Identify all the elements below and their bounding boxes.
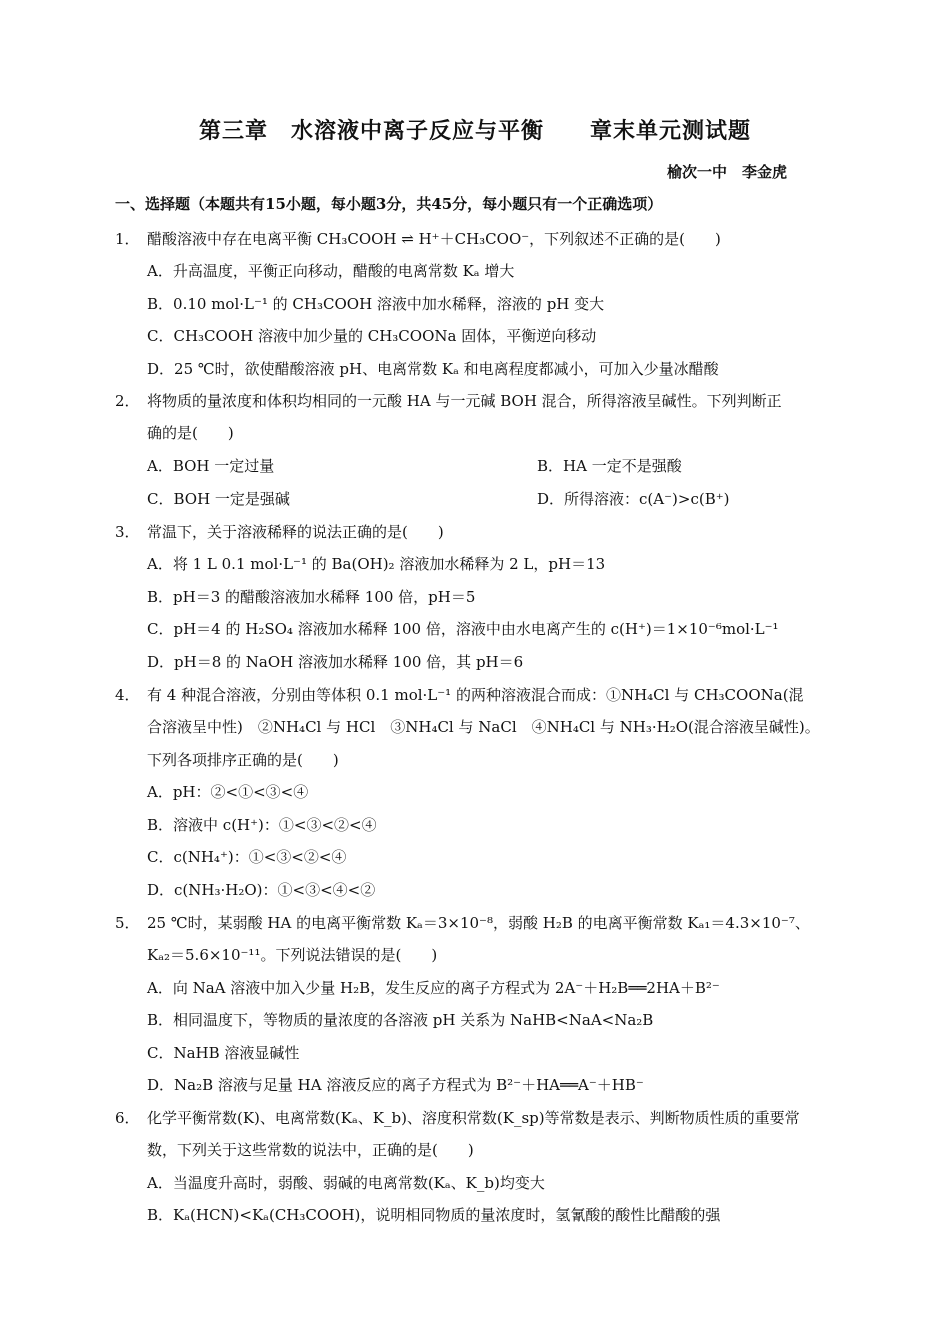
- option-a: A．BOH 一定过量: [147, 457, 275, 475]
- option-c: C．c(NH₄⁺)：①<③<②<④: [147, 848, 347, 866]
- question-text: 有 4 种混合溶液，分别由等体积 0.1 mol·L⁻¹ 的两种溶液混合而成：①NH₄Cl 与 CH₃COONa(混: [147, 686, 804, 704]
- option-a: A．升高温度，平衡正向移动，醋酸的电离常数 Kₐ 增大: [147, 262, 515, 280]
- section-heading: 一、选择题（本题共有15小题，每小题3分，共45分，每小题只有一个正确选项）: [115, 195, 663, 213]
- question-text: 数，下列关于这些常数的说法中，正确的是( ): [147, 1141, 474, 1159]
- page-title: 第三章 水溶液中离子反应与平衡 章末单元测试题: [198, 118, 751, 144]
- option-c: C．BOH 一定是强碱: [147, 490, 290, 508]
- option-b: B．相同温度下，等物质的量浓度的各溶液 pH 关系为 NaHB<NaA<Na₂B: [147, 1011, 654, 1029]
- option-c: C．CH₃COOH 溶液中加少量的 CH₃COONa 固体，平衡逆向移动: [147, 327, 597, 345]
- question-text: 下列各项排序正确的是( ): [147, 751, 339, 769]
- option-d: D．25 ℃时，欲使醋酸溶液 pH、电离常数 Kₐ 和电离程度都减小，可加入少量冰醋酸: [147, 360, 719, 378]
- question-text: 常温下，关于溶液稀释的说法正确的是( ): [147, 523, 444, 541]
- option-b: B．HA 一定不是强酸: [537, 457, 682, 475]
- option-c: C．NaHB 溶液显碱性: [147, 1044, 300, 1062]
- option-c: C．pH＝4 的 H₂SO₄ 溶液加水稀释 100 倍，溶液中由水电离产生的 c(H⁺)＝1×10⁻⁶mol·L⁻¹: [147, 620, 779, 638]
- author-line: 榆次一中 李金虎: [667, 163, 788, 181]
- question-text: 化学平衡常数(K)、电离常数(Kₐ、K_b)、溶度积常数(K_sp)等常数是表示、判断物质性质的重要常: [147, 1109, 800, 1127]
- option-d: D．pH＝8 的 NaOH 溶液加水稀释 100 倍，其 pH＝6: [147, 653, 524, 671]
- option-d: D．所得溶液：c(A⁻)>c(B⁺): [537, 490, 730, 508]
- question-number: 3．: [115, 523, 140, 541]
- question-number: 6．: [115, 1109, 140, 1127]
- question-number: 2．: [115, 392, 140, 410]
- question-text: 将物质的量浓度和体积均相同的一元酸 HA 与一元碱 BOH 混合，所得溶液呈碱性。下列判断正: [147, 392, 782, 410]
- question-text: 醋酸溶液中存在电离平衡 CH₃COOH ⇌ H⁺＋CH₃COO⁻，下列叙述不正确的是( ): [147, 230, 721, 248]
- option-a: A．当温度升高时，弱酸、弱碱的电离常数(Kₐ、K_b)均变大: [147, 1174, 545, 1192]
- question-text: 25 ℃时，某弱酸 HA 的电离平衡常数 Kₐ＝3×10⁻⁸，弱酸 H₂B 的电离平衡常数 Kₐ₁＝4.3×10⁻⁷、: [147, 914, 810, 932]
- option-b: B．溶液中 c(H⁺)：①<③<②<④: [147, 816, 377, 834]
- option-a: A．pH：②<①<③<④: [147, 783, 309, 801]
- option-d: D．c(NH₃·H₂O)：①<③<④<②: [147, 881, 376, 899]
- question-number: 4．: [115, 686, 140, 704]
- question-number: 1．: [115, 230, 140, 248]
- question-text: 确的是( ): [147, 424, 234, 442]
- question-text: Kₐ₂＝5.6×10⁻¹¹。下列说法错误的是( ): [147, 946, 438, 964]
- option-d: D．Na₂B 溶液与足量 HA 溶液反应的离子方程式为 B²⁻＋HA══A⁻＋HB⁻: [147, 1076, 644, 1094]
- question-text: 合溶液呈中性) ②NH₄Cl 与 HCl ③NH₄Cl 与 NaCl ④NH₄Cl 与 NH₃·H₂O(混合溶液呈碱性)。: [147, 718, 820, 736]
- option-b: B．0.10 mol·L⁻¹ 的 CH₃COOH 溶液中加水稀释，溶液的 pH 变大: [147, 295, 605, 313]
- option-a: A．将 1 L 0.1 mol·L⁻¹ 的 Ba(OH)₂ 溶液加水稀释为 2 L，pH＝13: [147, 555, 606, 573]
- option-a: A．向 NaA 溶液中加入少量 H₂B，发生反应的离子方程式为 2A⁻＋H₂B══2HA＋B²⁻: [147, 979, 720, 997]
- option-b: B．pH＝3 的醋酸溶液加水稀释 100 倍，pH＝5: [147, 588, 476, 606]
- option-b: B．Kₐ(HCN)<Kₐ(CH₃COOH)，说明相同物质的量浓度时，氢氰酸的酸性比醋酸的强: [147, 1206, 721, 1224]
- question-number: 5．: [115, 914, 140, 932]
